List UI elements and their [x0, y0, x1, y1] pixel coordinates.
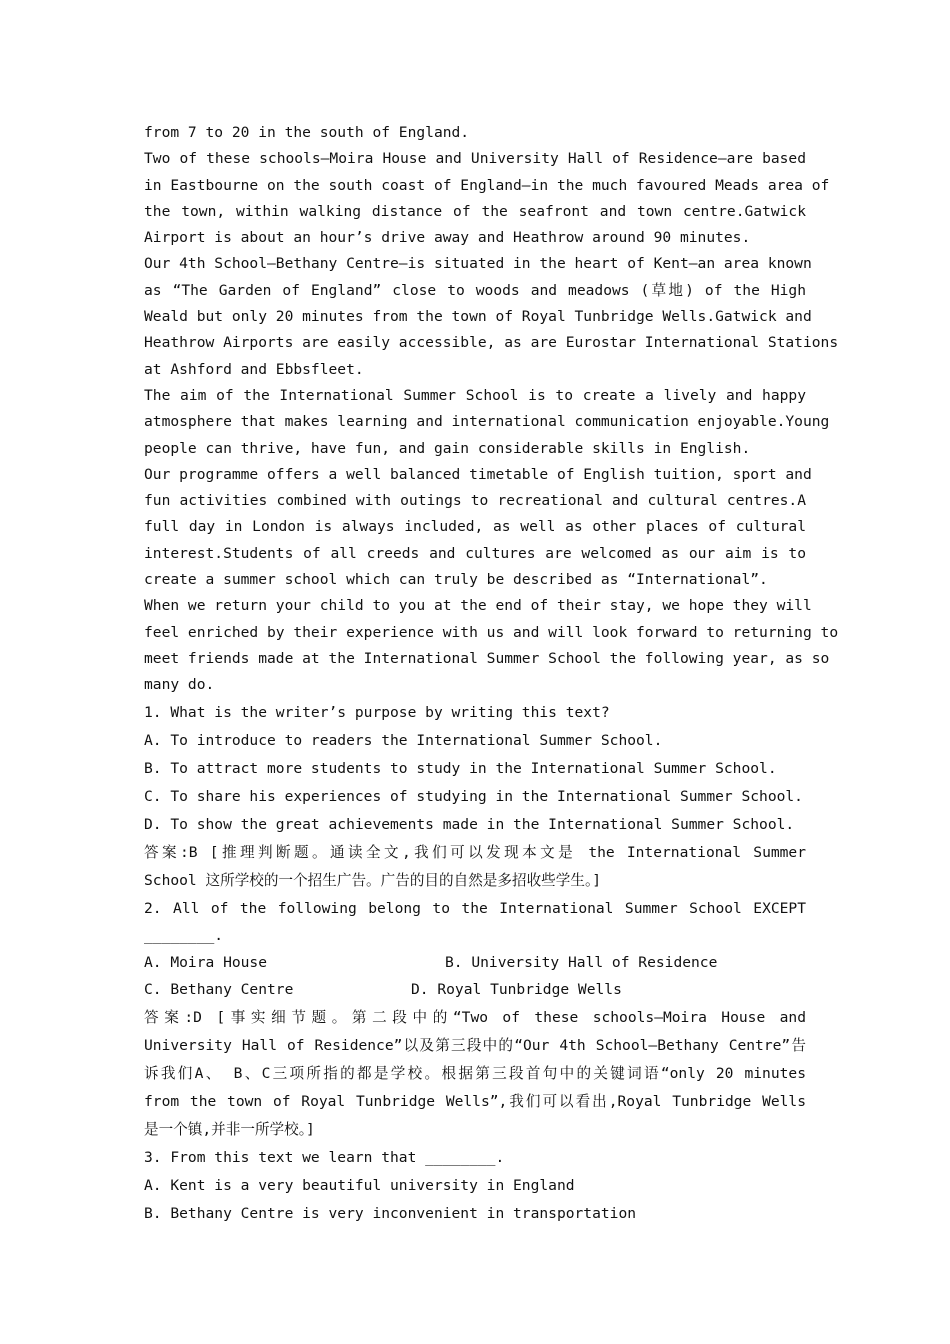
option-c: C. Bethany Centre	[144, 981, 294, 999]
passage-line: Airport is about an hour’s drive away and Heathrow around 90 minutes.	[144, 229, 751, 247]
passage-line: as “The Garden of England” close to woods and meadows (草地) of the High	[144, 281, 806, 299]
passage-line: Our programme offers a well balanced timetable of English tuition, sport and	[144, 465, 812, 483]
passage-line: meet friends made at the International Summer School the following year, as so	[144, 649, 830, 667]
answer-explanation: 是一个镇,并非一所学校。]	[144, 1121, 315, 1139]
question-3	[144, 1144, 806, 1228]
option-b: B. University Hall of Residence	[445, 953, 718, 971]
passage-line: The aim of the International Summer School is to create a lively and happy	[144, 386, 806, 404]
passage-line: at Ashford and Ebbsfleet.	[144, 360, 364, 378]
passage-line: in Eastbourne on the south coast of England—in the much favoured Meads area of	[144, 176, 830, 194]
option-b: B. Bethany Centre is very inconvenient in transportation	[144, 1205, 637, 1223]
passage-line: fun activities combined with outings to recreational and cultural centres.A	[144, 492, 806, 510]
answer-explanation: School 这所学校的一个招生广告。广告的目的自然是多招收些学生。]	[144, 871, 602, 889]
passage-line: Heathrow Airports are easily accessible, as are Eurostar International Stations	[144, 334, 839, 352]
passage-line: create a summer school which can truly be described as “International”.	[144, 571, 768, 589]
option-d: D. Royal Tunbridge Wells	[411, 981, 622, 999]
passage-line: Our 4th School—Bethany Centre—is situated in the heart of Kent—an area known	[144, 255, 812, 273]
passage-line: the town, within walking distance of the seafront and town centre.Gatwick	[144, 202, 806, 220]
option-a: A. To introduce to readers the International Summer School.	[144, 731, 663, 749]
document-page	[144, 120, 839, 1228]
answer-explanation: 诉我们A、 B、C三项所指的都是学校。根据第三段首句中的关键词语“only 20 minutes	[144, 1065, 806, 1083]
passage-line: from 7 to 20 in the south of England.	[144, 124, 470, 141]
passage-line: feel enriched by their experience with us and will look forward to returning to	[144, 623, 839, 641]
question-stem: 3. From this text we learn that ________.	[144, 1149, 505, 1167]
answer-explanation: from the town of Royal Tunbridge Wells”,我们可以看出,Royal Tunbridge Wells	[144, 1093, 806, 1111]
answer-explanation: 答案:D [事实细节题。第二段中的“Two of these schools—Moira House and	[144, 1009, 806, 1027]
answer-explanation: 答案:B [推理判断题。通读全文,我们可以发现本文是 the International Summer	[144, 843, 806, 861]
question-stem: 2. All of the following belong to the International Summer School EXCEPT	[144, 899, 806, 917]
passage-line: Weald but only 20 minutes from the town of Royal Tunbridge Wells.Gatwick and	[144, 308, 812, 326]
option-a: A. Kent is a very beautiful university in England	[144, 1177, 575, 1195]
question-stem: 1. What is the writer’s purpose by writing this text?	[144, 703, 610, 721]
question-stem-blank: ________.	[144, 926, 224, 944]
option-c: C. To share his experiences of studying in the International Summer School.	[144, 787, 803, 805]
question-2	[144, 895, 806, 1144]
options-row	[144, 949, 806, 977]
options-row	[144, 976, 806, 1004]
passage-line: atmosphere that makes learning and international communication enjoyable.Young	[144, 413, 830, 431]
passage-line: When we return your child to you at the end of their stay, we hope they will	[144, 597, 812, 615]
passage-line: interest.Students of all creeds and cultures are welcomed as our aim is to	[144, 544, 806, 562]
passage-line: people can thrive, have fun, and gain considerable skills in English.	[144, 439, 751, 457]
question-1	[144, 699, 806, 895]
passage	[144, 120, 839, 699]
option-b: B. To attract more students to study in the International Summer School.	[144, 759, 777, 777]
option-a: A. Moira House	[144, 953, 268, 971]
answer-explanation: University Hall of Residence”以及第三段中的“Our 4th School—Bethany Centre”告	[144, 1037, 806, 1055]
passage-line: many do.	[144, 676, 215, 694]
passage-line: Two of these schools—Moira House and University Hall of Residence—are based	[144, 150, 806, 168]
option-d: D. To show the great achievements made in the International Summer School.	[144, 815, 795, 833]
passage-line: full day in London is always included, as well as other places of cultural	[144, 518, 806, 536]
